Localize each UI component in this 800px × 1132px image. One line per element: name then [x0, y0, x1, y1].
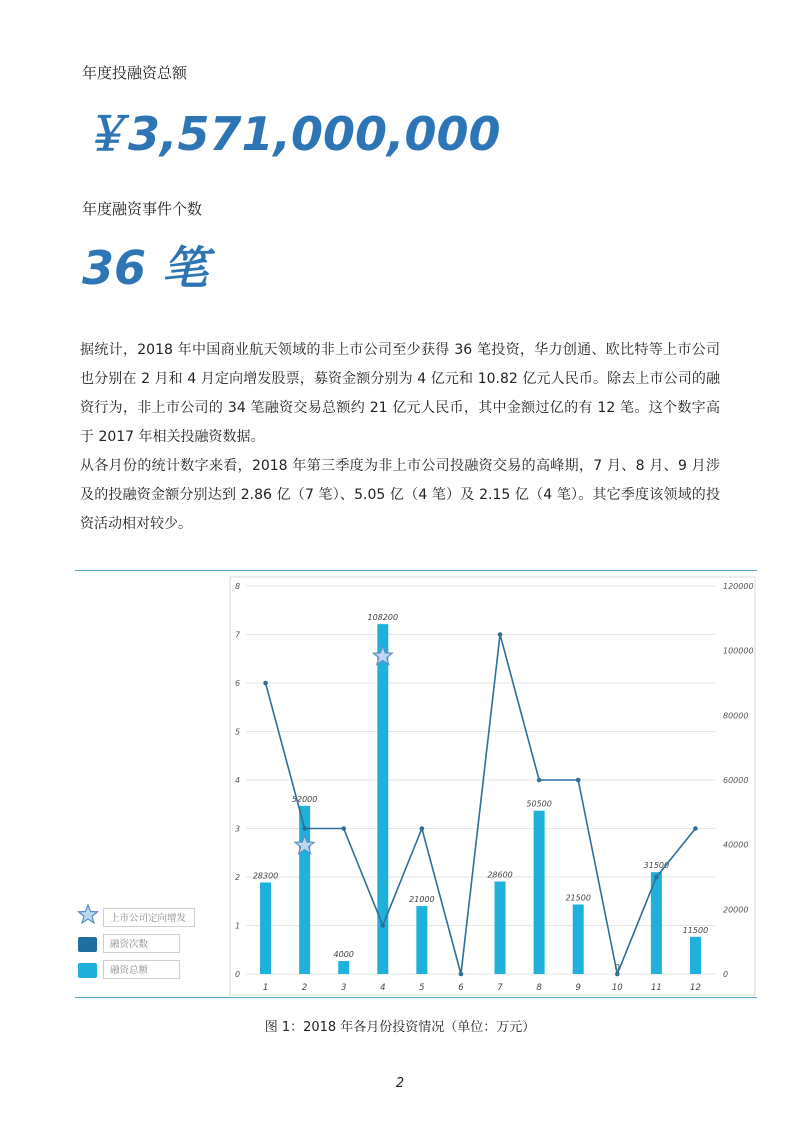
count-point-12	[693, 826, 698, 831]
count-point-6	[459, 972, 464, 977]
bar-data-label: 4000	[333, 950, 354, 960]
y-left-tick-label: 6	[235, 679, 241, 688]
y-right-tick-label: 80000	[723, 711, 749, 721]
bar-data-label: 11500	[682, 925, 709, 935]
bar-data-label: 28600	[487, 870, 513, 880]
count-point-4	[380, 923, 385, 928]
bar-month-3	[338, 961, 349, 974]
count-point-9	[576, 778, 581, 783]
x-tick-label: 7	[497, 983, 503, 993]
y-left-tick-label: 1	[235, 921, 241, 931]
bar-month-7	[495, 882, 506, 974]
x-tick-label: 6	[458, 983, 464, 993]
page-number: 2	[395, 1076, 405, 1091]
x-tick-label: 5	[419, 983, 425, 993]
bar-month-4	[377, 624, 388, 974]
legend-count-label: 融资次数	[103, 934, 180, 953]
event-count-label: 年度融资事件个数	[82, 200, 203, 218]
bar-data-label: 21000	[409, 895, 435, 905]
bar-data-label: 21500	[565, 893, 591, 903]
total-amount-label: 年度投融资总额	[82, 64, 188, 82]
paragraph-1: 据统计，2018 年中国商业航天领域的非上市公司至少获得 36 笔投资，华力创通、欧比特等上市公司也分别在 2 月和 4 月定向增发股票，募资金额分别为 4 亿元和 10.82 亿元人民币。除去上市公司的融资行为，非上市公司的 34 笔融资交易总额约 21 亿元人民币，其中金额过亿的有 12 笔。这个数字高于 2017 年相关投融资数据。	[80, 342, 720, 445]
x-tick-label: 12	[690, 983, 701, 993]
count-point-11	[654, 875, 659, 880]
bar-data-label: 0	[614, 963, 620, 972]
bar-month-5	[416, 906, 427, 974]
y-right-tick-label: 0	[723, 970, 729, 979]
event-count-value: 36 笔	[82, 241, 209, 295]
count-point-3	[341, 826, 346, 831]
count-legend-swatch	[78, 937, 97, 952]
bar-month-8	[534, 811, 545, 974]
bar-data-label: 52000	[291, 794, 318, 804]
count-point-5	[420, 826, 425, 831]
y-left-tick-label: 4	[235, 776, 241, 785]
y-right-tick-label: 20000	[723, 905, 749, 915]
total-amount-value: ￥3,571,000,000	[82, 107, 501, 161]
x-tick-label: 8	[536, 983, 542, 993]
bar-month-12	[690, 937, 701, 974]
x-tick-label: 3	[340, 983, 347, 993]
figure-caption: 图 1：2018 年各月份投资情况（单位：万元）	[264, 1020, 536, 1035]
y-left-tick-label: 8	[235, 582, 241, 591]
x-tick-label: 11	[650, 983, 662, 993]
amount-legend-swatch	[78, 963, 97, 978]
y-left-tick-label: 5	[235, 727, 241, 737]
bar-data-label: 28300	[252, 871, 279, 881]
y-left-tick-label: 0	[235, 970, 241, 979]
y-right-tick-label: 40000	[723, 840, 749, 850]
bar-month-2	[299, 806, 310, 974]
bar-data-label: 108200	[367, 613, 399, 623]
paragraph-2: 从各月份的统计数字来看，2018 年第三季度为非上市公司投融资交易的高峰期，7 月、8 月、9 月涉及的投融资金额分别达到 2.86 亿（7 笔）、5.05 亿（4 笔）及 2.15 亿（4 笔）。其它季度该领域的投资活动相对较少。	[80, 458, 720, 532]
x-tick-label: 9	[575, 983, 581, 993]
count-line	[266, 635, 696, 975]
y-left-tick-label: 7	[235, 630, 241, 640]
count-point-10	[615, 972, 620, 977]
y-right-tick-label: 60000	[723, 776, 749, 785]
y-right-tick-label: 100000	[723, 646, 754, 656]
star-legend-icon	[77, 904, 99, 924]
x-tick-label: 2	[301, 983, 308, 993]
x-tick-label: 1	[262, 983, 269, 993]
x-tick-label: 4	[380, 983, 386, 993]
bar-month-9	[573, 904, 584, 974]
count-point-2	[302, 826, 307, 831]
bar-data-label: 31500	[643, 861, 670, 871]
bar-month-1	[260, 882, 271, 974]
y-left-tick-label: 2	[235, 873, 241, 882]
legend-star-label: 上市公司定向增发	[103, 908, 195, 927]
count-point-7	[498, 632, 503, 637]
count-point-8	[537, 778, 542, 783]
count-point-1	[263, 681, 268, 686]
legend-amount-label: 融资总额	[103, 960, 180, 979]
bottom-rule	[75, 997, 757, 998]
y-left-tick-label: 3	[235, 824, 241, 834]
y-right-tick-label: 120000	[723, 582, 754, 591]
x-tick-label: 10	[611, 983, 623, 993]
monthly-investment-chart	[75, 570, 757, 997]
bar-data-label: 50500	[526, 799, 552, 809]
